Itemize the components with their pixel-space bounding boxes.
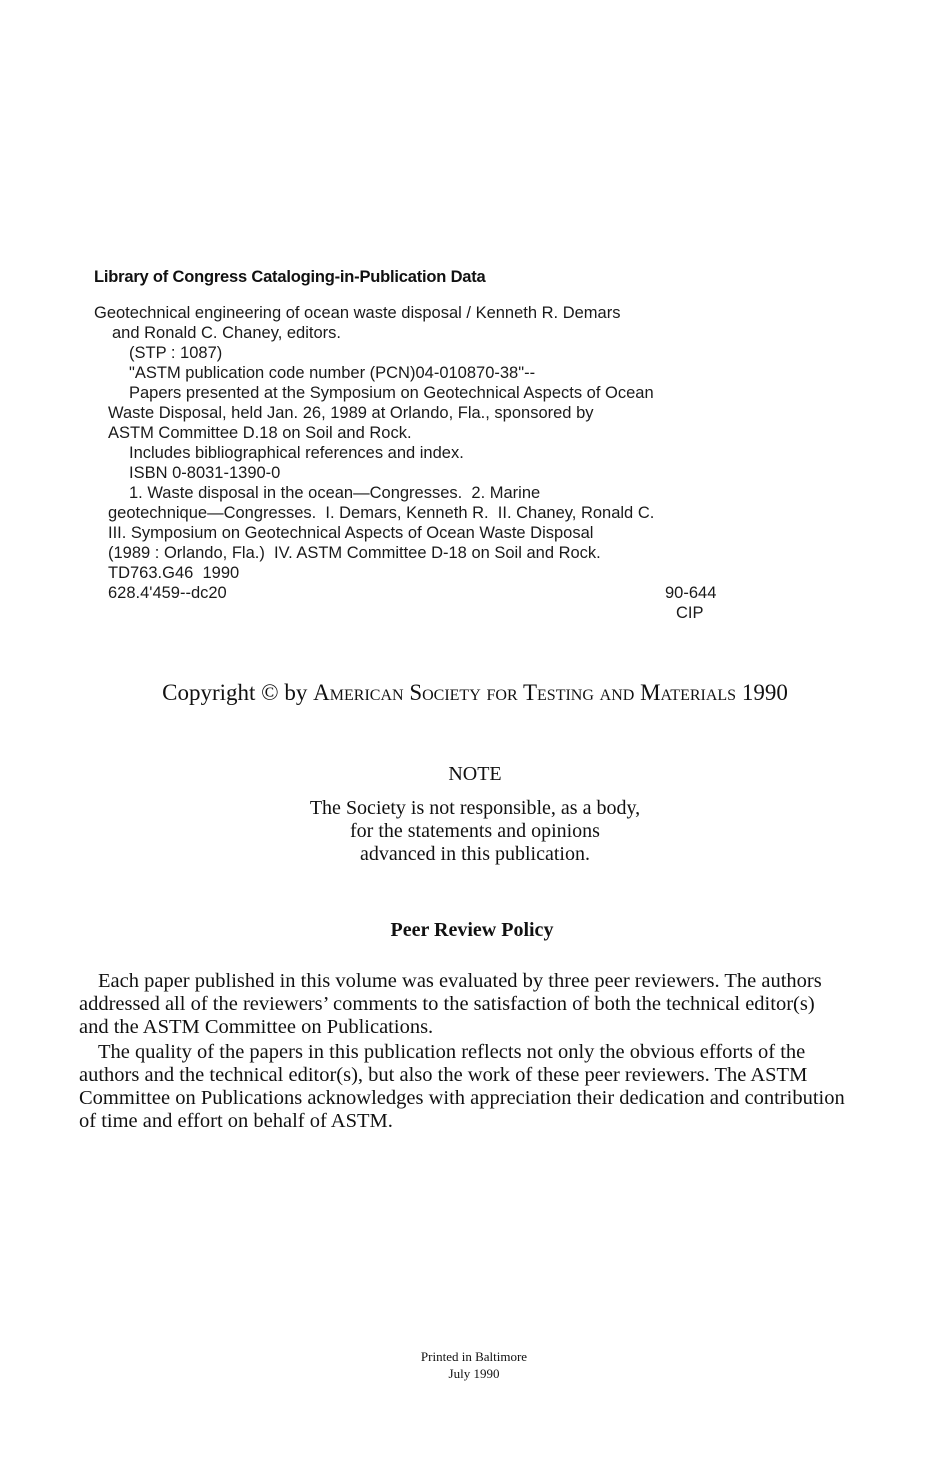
cip-line-bibliography: Includes bibliographical references and index. (129, 444, 464, 462)
copyright-prefix: Copyright © by (162, 680, 314, 705)
cip-line-call-number: TD763.G46 1990 (108, 564, 240, 582)
peer-review-line: The quality of the papers in this publication reflects not only the obvious efforts of the (98, 1041, 806, 1063)
peer-review-line: of time and effort on behalf of ASTM. (79, 1110, 393, 1132)
peer-review-line: and the ASTM Committee on Publications. (79, 1016, 434, 1038)
cip-label: CIP (676, 604, 704, 622)
cip-line-pcn: "ASTM publication code number (PCN)04-010870-38"-- (129, 364, 536, 382)
cip-line-papers: Papers presented at the Symposium on Geotechnical Aspects of Ocean (129, 384, 654, 402)
cip-line-title: Geotechnical engineering of ocean waste disposal / Kenneth R. Demars (94, 304, 621, 322)
copyright-year: 1990 (736, 680, 788, 705)
copyright-organization: American Society for Testing and Materials (313, 680, 737, 705)
cip-line-editors: and Ronald C. Chaney, editors. (112, 324, 341, 342)
cip-line-subjects-cont-1: geotechnique—Congresses. I. Demars, Kenneth R. II. Chaney, Ronald C. (108, 504, 655, 522)
peer-review-line: addressed all of the reviewers’ comments to the satisfaction of both the technical editor(s) (79, 993, 815, 1015)
note-line: for the statements and opinions (350, 820, 600, 842)
cip-line-papers-cont-1: Waste Disposal, held Jan. 26, 1989 at Orlando, Fla., sponsored by (108, 404, 594, 422)
cip-line-subjects: 1. Waste disposal in the ocean—Congresses. 2. Marine (129, 484, 541, 502)
note-line: advanced in this publication. (360, 843, 590, 865)
peer-review-line: Each paper published in this volume was evaluated by three peer reviewers. The authors (98, 970, 822, 992)
cip-card-number: 90-644 (665, 584, 717, 602)
cip-line-subjects-cont-2: III. Symposium on Geotechnical Aspects of Ocean Waste Disposal (108, 524, 594, 542)
peer-review-line: Committee on Publications acknowledges with appreciation their dedication and contribution (79, 1087, 845, 1109)
cip-heading: Library of Congress Cataloging-in-Publication Data (94, 268, 486, 286)
cip-line-subjects-cont-3: (1989 : Orlando, Fla.) IV. ASTM Committee D-18 on Soil and Rock. (108, 544, 601, 562)
note-line: The Society is not responsible, as a body, (309, 797, 641, 819)
note-title: NOTE (448, 763, 502, 785)
peer-review-line: authors and the technical editor(s), but also the work of these peer reviewers. The ASTM (79, 1064, 808, 1086)
copyright-line (0, 680, 950, 706)
cip-line-series: (STP : 1087) (129, 344, 223, 362)
peer-review-heading: Peer Review Policy (390, 919, 554, 941)
cip-line-papers-cont-2: ASTM Committee D.18 on Soil and Rock. (108, 424, 412, 442)
printed-date: July 1990 (448, 1366, 500, 1381)
cip-line-dewey: 628.4'459--dc20 (108, 584, 227, 602)
cip-line-isbn: ISBN 0-8031-1390-0 (129, 464, 281, 482)
printed-place: Printed in Baltimore (420, 1349, 528, 1364)
